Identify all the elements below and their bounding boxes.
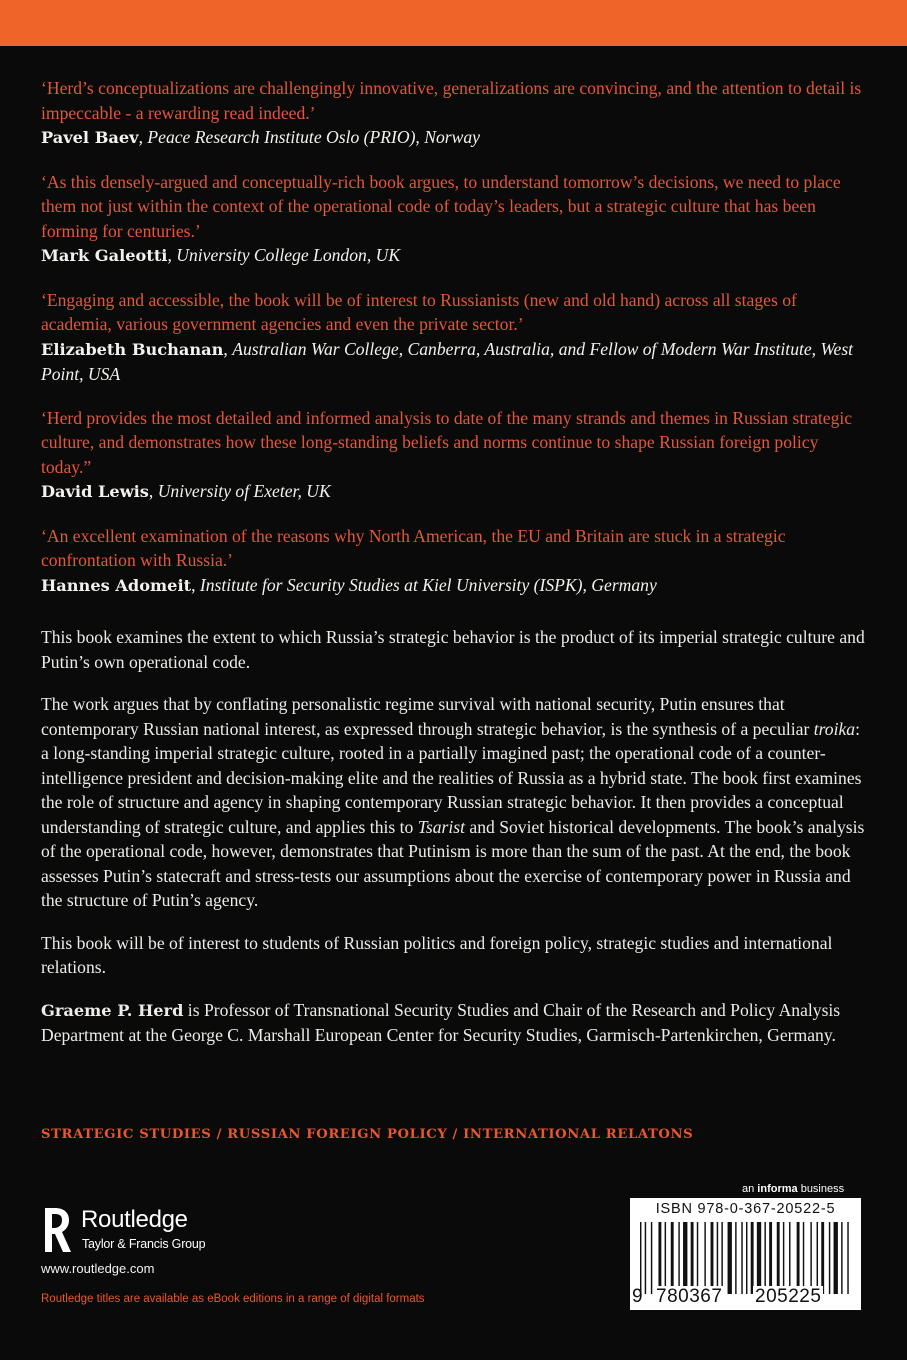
quote-text: ‘Herd provides the most detailed and informed analysis to date of the many strands and themes in Russian strategic culture, and demonstrates how these long-standing beliefs and norms continue to shape Russian foreign policy today.” bbox=[41, 407, 853, 477]
barcode-bar bbox=[678, 1222, 679, 1294]
barcode-bar bbox=[741, 1222, 742, 1294]
routledge-r-icon bbox=[41, 1204, 73, 1256]
isbn-barcode bbox=[630, 1198, 861, 1310]
description-text: The work argues that by conflating personalistic regime survival with national security, Putin ensures that contemporary Russian national interest, as expressed through strategic behavior, is the synthesis of a peculiar bbox=[41, 694, 814, 739]
barcode-bar bbox=[751, 1222, 754, 1294]
endorser-name: Pavel Baev bbox=[41, 128, 139, 147]
informa-brand: informa bbox=[757, 1183, 798, 1195]
barcode-bar bbox=[789, 1222, 790, 1294]
author-bio-text: is Professor of Transnational Security Studies and Chair of the Research and Policy Analysis Department at the George C. Marshall European Center for Security Studies, Garmisch-Partenkirchen, Germany. bbox=[41, 999, 841, 1045]
quote-text: ‘An excellent examination of the reasons why North American, the EU and Britain are stuck in a strategic confrontation with Russia.’ bbox=[41, 525, 786, 570]
barcode-bar bbox=[817, 1222, 818, 1294]
barcode-bar bbox=[735, 1222, 736, 1294]
barcode-bar bbox=[769, 1222, 772, 1294]
barcode-bar bbox=[829, 1222, 830, 1294]
barcode-bar bbox=[671, 1222, 674, 1294]
barcode-bar bbox=[841, 1222, 842, 1294]
endorser-name: Mark Galeotti bbox=[41, 246, 168, 265]
subject-categories: STRATEGIC STUDIES / RUSSIAN FOREIGN POLICY / INTERNATIONAL RELATONS bbox=[41, 1127, 694, 1142]
barcode-digits-right: 205225 bbox=[755, 1286, 822, 1307]
endorser-name: Hannes Adomeit bbox=[41, 575, 192, 595]
barcode-bar bbox=[658, 1222, 661, 1294]
barcode-bar bbox=[691, 1222, 694, 1294]
barcode-bar bbox=[803, 1222, 804, 1294]
author-bio bbox=[41, 998, 871, 1048]
barcode-bar bbox=[651, 1222, 652, 1294]
endorsement bbox=[41, 288, 871, 387]
barcode-bar bbox=[665, 1222, 666, 1294]
barcode-bar bbox=[810, 1222, 811, 1294]
endorser-affiliation: Peace Research Institute Oslo (PRIO), Norway bbox=[147, 127, 480, 147]
author-name: Graeme P. Herd bbox=[41, 1000, 184, 1020]
book-description bbox=[41, 625, 871, 1066]
barcode-bar bbox=[783, 1222, 784, 1294]
informa-tagline bbox=[742, 1183, 844, 1195]
description-paragraph: This book will be of interest to students of Russian politics and foreign policy, strategic studies and international relations. bbox=[41, 932, 833, 977]
publisher-name: Routledge bbox=[81, 1206, 188, 1233]
endorsement bbox=[41, 76, 871, 151]
barcode-bar bbox=[640, 1222, 641, 1294]
endorsement bbox=[41, 170, 871, 269]
barcode-bar bbox=[704, 1222, 705, 1294]
barcode-bar bbox=[821, 1222, 824, 1294]
quote-attribution: Mark Galeotti, University College London, UK bbox=[41, 245, 401, 265]
endorser-name: Elizabeth Buchanan bbox=[41, 339, 224, 359]
barcode-digit-first: 9 bbox=[632, 1286, 644, 1307]
barcode-bar bbox=[683, 1222, 687, 1294]
endorsements bbox=[41, 76, 871, 617]
description-text: and Soviet historical developments. The book’s analysis of the operational code, however, demonstrates that Putinism is more than the sum of the past. At the end, the book assesses Putin’s statecraft and stress-tests our assumptions about the exercise of contemporary power in Russia and the structure of Putin’s agency. bbox=[41, 816, 865, 910]
publisher-group: Taylor & Francis Group bbox=[82, 1237, 206, 1251]
barcode-bar bbox=[717, 1222, 718, 1294]
description-paragraph: This book examines the extent to which Russia’s strategic behavior is the product of its imperial strategic culture and Putin’s own operational code. bbox=[41, 627, 865, 672]
informa-suffix: business bbox=[797, 1183, 845, 1195]
quote-attribution: Elizabeth Buchanan, Australian War College, Canberra, Australia, and Fellow of Modern War Institute, West Point, USA bbox=[41, 338, 854, 384]
barcode-bar bbox=[746, 1222, 747, 1294]
endorser-name: David Lewis bbox=[41, 482, 149, 501]
ebook-note: Routledge titles are available as eBook editions in a range of digital formats bbox=[41, 1293, 425, 1305]
quote-attribution: Hannes Adomeit, Institute for Security Studies at Kiel University (ISPK), Germany bbox=[41, 574, 657, 595]
quote-attribution: David Lewis, University of Exeter, UK bbox=[41, 481, 331, 501]
publisher-website[interactable]: www.routledge.com bbox=[41, 1261, 155, 1276]
description-italic: troika bbox=[813, 718, 856, 739]
barcode-bar bbox=[757, 1222, 761, 1294]
barcode-bars bbox=[638, 1222, 854, 1294]
barcode-bar bbox=[697, 1222, 698, 1294]
endorser-affiliation: Australian War College, Canberra, Australia, and Fellow of Modern War Institute, West Point, USA bbox=[41, 338, 854, 384]
quote-text: ‘Herd’s conceptualizations are challengingly innovative, generalizations are convincing, and the attention to detail is impeccable - a rewarding read indeed.’ bbox=[41, 78, 862, 123]
barcode-bar bbox=[728, 1222, 732, 1294]
quote-text: ‘As this densely-argued and conceptually-rich book argues, to understand tomorrow’s decisions, we need to place them not just within the context of the operational code of today’s leaders, but a strategic culture that has been forming for centuries.’ bbox=[41, 171, 841, 241]
barcode-bar bbox=[847, 1222, 848, 1294]
endorser-affiliation: University College London, UK bbox=[176, 245, 401, 265]
endorsement bbox=[41, 524, 871, 599]
description-italic: Tsarist bbox=[417, 816, 465, 837]
endorsement bbox=[41, 406, 871, 505]
description-text: : a long-standing imperial strategic culture, rooted in a partially imagined past; the operational code of a counter-intelligence president and decision-making elite and the realities of Russia as a hybrid state. The book first examines the role of structure and agency in shaping contemporary Russian strategic behavior. It then provides a conceptual understanding of strategic culture, and applies this to bbox=[41, 718, 862, 837]
barcode-bar bbox=[764, 1222, 765, 1294]
endorser-affiliation: Institute for Security Studies at Kiel University (ISPK), Germany bbox=[199, 574, 657, 595]
barcode-bar bbox=[721, 1222, 722, 1294]
description-paragraph bbox=[41, 692, 871, 913]
endorser-affiliation: University of Exeter, UK bbox=[157, 481, 331, 501]
quote-attribution: Pavel Baev, Peace Research Institute Oslo (PRIO), Norway bbox=[41, 127, 480, 147]
top-color-band bbox=[0, 0, 907, 46]
barcode-bar bbox=[645, 1222, 646, 1294]
barcode-bar bbox=[711, 1222, 714, 1294]
barcode-bar bbox=[797, 1222, 800, 1294]
informa-prefix: an bbox=[742, 1183, 758, 1195]
quote-text: ‘Engaging and accessible, the book will be of interest to Russianists (new and old hand) across all stages of academia, various government agencies and even the private sector.’ bbox=[41, 289, 797, 334]
isbn-label: ISBN 978-0-367-20522-5 bbox=[655, 1201, 836, 1217]
barcode-digits-left: 780367 bbox=[656, 1286, 723, 1307]
barcode-bar bbox=[834, 1222, 838, 1294]
routledge-logo bbox=[41, 1204, 231, 1260]
barcode-bar bbox=[777, 1222, 780, 1294]
